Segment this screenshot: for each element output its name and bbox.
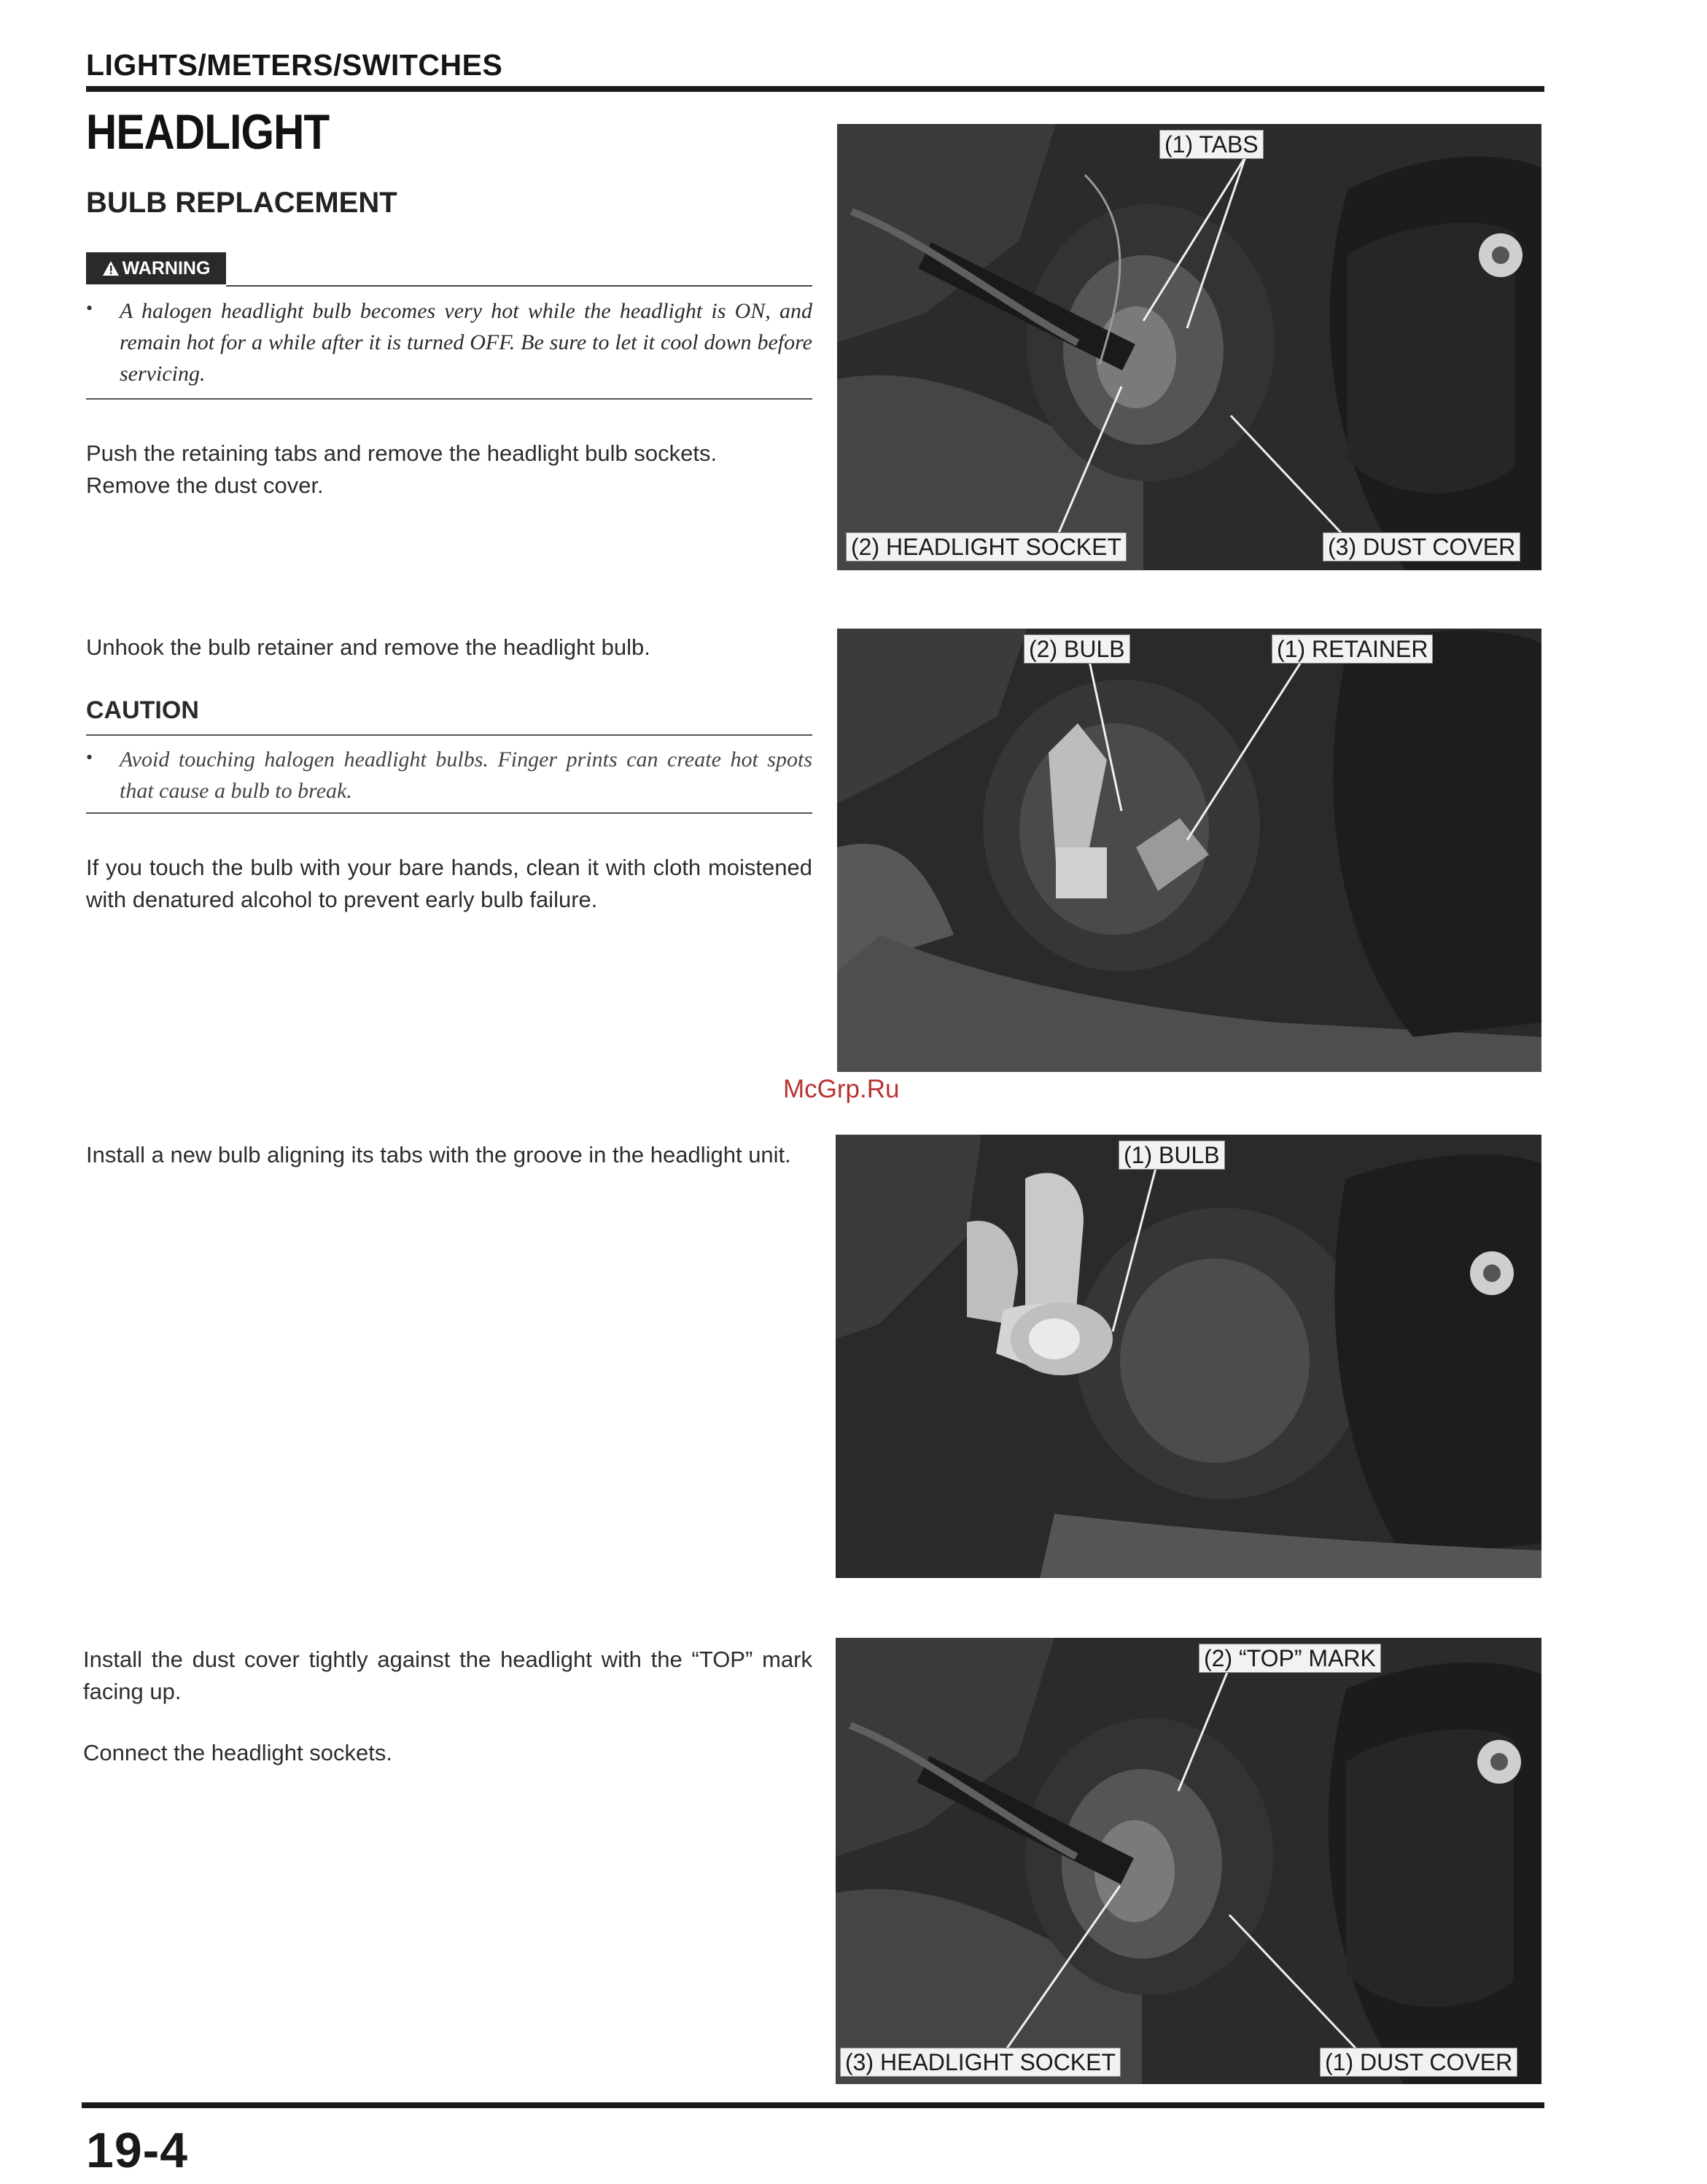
photo-illustration bbox=[836, 1135, 1541, 1578]
page-number: 19-4 bbox=[86, 2123, 189, 2178]
callout-new-bulb: (1) BULB bbox=[1119, 1140, 1225, 1170]
watermark: McGrp.Ru bbox=[783, 1075, 900, 1103]
photo-remove-bulb bbox=[837, 629, 1541, 1072]
step-install-dust-cover: Install the dust cover tightly against the headlight with the “TOP” mark facing up. bbox=[83, 1647, 812, 1704]
step-install-bulb: Install a new bulb aligning its tabs with the groove in the headlight unit. bbox=[86, 1142, 791, 1167]
step-connect-sockets: Connect the headlight sockets. bbox=[83, 1740, 392, 1765]
photo-illustration bbox=[837, 629, 1541, 1072]
warning-text: A halogen headlight bulb becomes very hot while the headlight is ON, and remain hot for a while after it is turned OFF. Be sure to let it cool down before servicing. bbox=[120, 299, 812, 386]
caution-label: CAUTION bbox=[86, 696, 199, 724]
warning-badge bbox=[86, 252, 226, 284]
footer-rule bbox=[82, 2102, 1544, 2108]
callout-bulb: (2) BULB bbox=[1024, 634, 1130, 664]
callout-dust-cover: (3) DUST COVER bbox=[1323, 532, 1520, 561]
photo-install-bulb bbox=[836, 1135, 1541, 1578]
step-remove-bulb: Unhook the bulb retainer and remove the headlight bulb. bbox=[86, 634, 650, 660]
warning-bullet: • bbox=[86, 298, 93, 319]
callout-top-mark: (2) “TOP” MARK bbox=[1199, 1644, 1381, 1673]
section-header: LIGHTS/METERS/SWITCHES bbox=[86, 48, 503, 82]
step-clean-bulb: If you touch the bulb with your bare hands, clean it with cloth moistened with denatured alcohol to prevent early bulb failure. bbox=[86, 855, 812, 912]
photo-remove-sockets bbox=[837, 124, 1541, 570]
step-remove-sockets: Push the retaining tabs and remove the headlight bulb sockets. Remove the dust cover. bbox=[86, 440, 718, 498]
warning-label: WARNING bbox=[122, 257, 211, 279]
photo-illustration bbox=[837, 124, 1541, 570]
callout-headlight-socket-2: (3) HEADLIGHT SOCKET bbox=[840, 2048, 1121, 2077]
warning-triangle-icon bbox=[102, 260, 120, 276]
callout-headlight-socket: (2) HEADLIGHT SOCKET bbox=[846, 532, 1127, 561]
caution-bottom-rule bbox=[86, 812, 812, 814]
page-title: HEADLIGHT bbox=[86, 104, 330, 160]
subtitle: BULB REPLACEMENT bbox=[86, 187, 397, 219]
callout-tabs: (1) TABS bbox=[1159, 130, 1264, 159]
warning-top-rule bbox=[226, 285, 812, 287]
callout-retainer: (1) RETAINER bbox=[1272, 634, 1433, 664]
caution-bullet: • bbox=[86, 747, 93, 768]
photo-illustration bbox=[836, 1638, 1541, 2084]
caution-top-rule bbox=[86, 734, 812, 736]
callout-dust-cover-2: (1) DUST COVER bbox=[1320, 2048, 1517, 2077]
caution-text: Avoid touching halogen headlight bulbs. Finger prints can create hot spots that cause a bulb to break. bbox=[120, 747, 812, 803]
header-rule bbox=[86, 86, 1544, 92]
photo-install-dust-cover bbox=[836, 1638, 1541, 2084]
warning-bottom-rule bbox=[86, 398, 812, 400]
